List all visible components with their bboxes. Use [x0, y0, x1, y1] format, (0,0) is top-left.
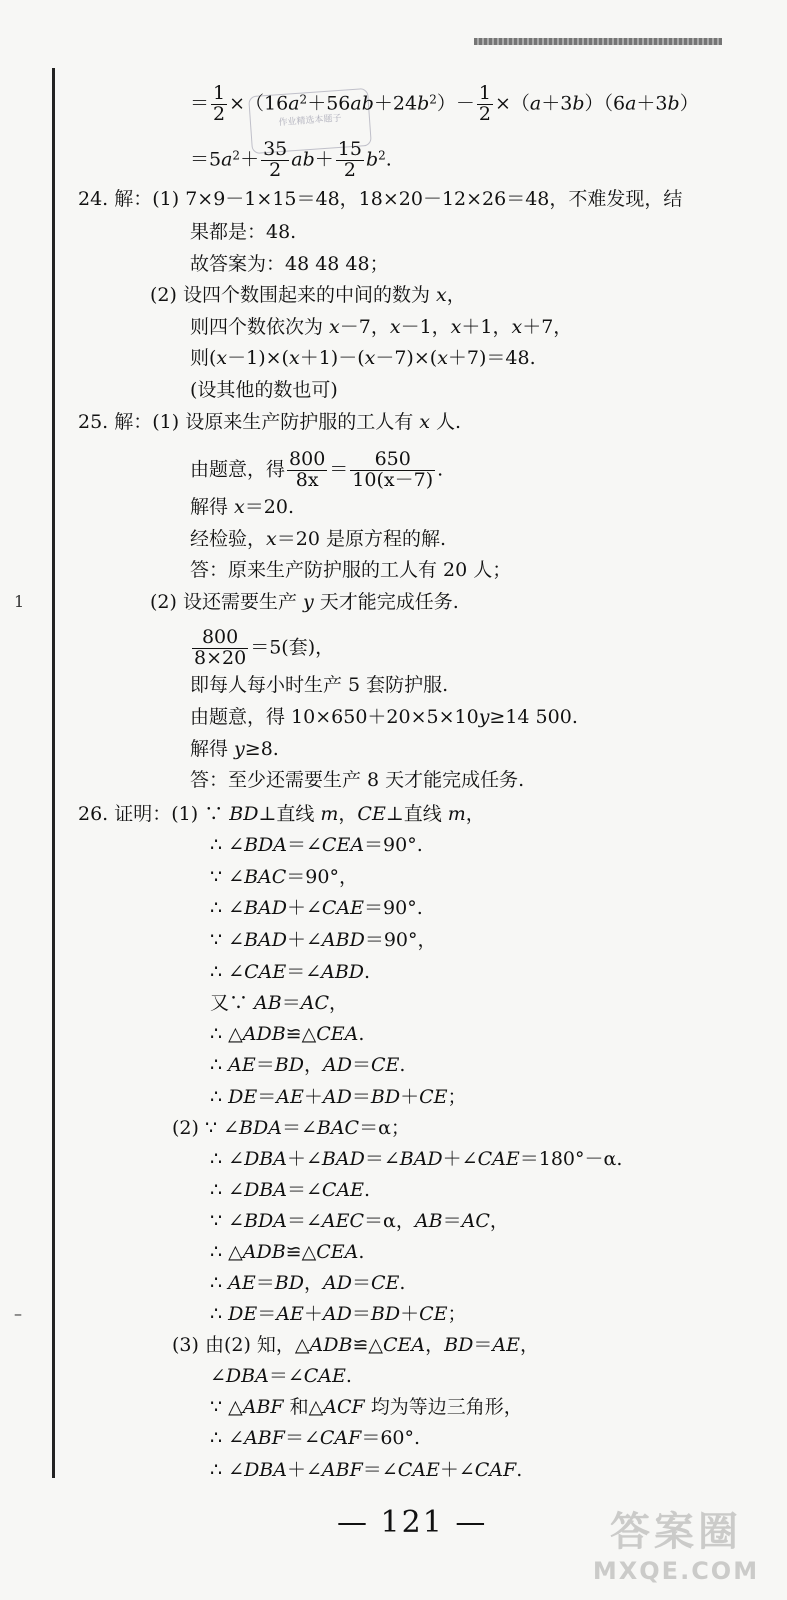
q24-line5: 则四个数依次为 x－7，x－1，x＋1，x＋7， [190, 316, 573, 338]
fraction: $\frac{800}{8x}$ [289, 448, 326, 491]
q26-line20: ∵ △ABF 和△ACF 均为等边三角形， [210, 1396, 523, 1418]
q26-line16: ∴ AE＝BD，AD＝CE. [210, 1272, 406, 1294]
q23-line1: ＝ $\frac{1}{2}$ $\times(16a^2+56ab+24b^2)-$ $\frac{1}{2}$ ×（a＋3b）（6a＋3b） [190, 82, 699, 125]
q24-line6: 则(x－1)×(x＋1)－(x－7)×(x＋7)＝48. [190, 347, 536, 369]
left-margin-rule [52, 68, 55, 1478]
fraction: $\frac{35}{2}$ [263, 138, 288, 181]
q24-line3: 故答案为：48 48 48； [190, 253, 389, 275]
q24-line1: 24. 解：(1) 7×9－1×15＝48，18×20－12×26＝48，不难发现，结 [78, 188, 683, 210]
q26-line4: ∴ ∠BAD＋∠CAE＝90°. [210, 897, 423, 919]
q26-line2: ∴ ∠BDA＝∠CEA＝90°. [210, 834, 423, 856]
q25-line7: $\frac{800}{8\times 20}$ ＝5(套)， [194, 626, 335, 669]
faint-stamp: 作业精选本题子 [248, 88, 372, 154]
q24-line4: (2) 设四个数围起来的中间的数为 x， [150, 284, 466, 306]
q24-line7: (设其他的数也可) [190, 379, 338, 401]
q26-line18: (3) 由(2) 知，△ADB≌△CEA，BD＝AE， [172, 1334, 539, 1356]
q26-line10: ∴ DE＝AE＋AD＝BD＋CE； [210, 1086, 467, 1108]
q26-line14: ∵ ∠BDA＝∠AEC＝α，AB＝AC， [210, 1210, 509, 1232]
q25-line8: 即每人每小时生产 5 套防护服. [190, 674, 449, 696]
page-number: — 121 — [337, 1505, 488, 1540]
margin-mark: 1 [14, 592, 25, 611]
q25-line10: 解得 y≥8. [190, 738, 279, 760]
q25-line2: 由题意，得 $\frac{800}{8x}$ ＝ $\frac{650}{10(x-7)}$ . [190, 448, 444, 491]
fraction: $\frac{1}{2}$ [478, 82, 491, 125]
q26-line19: ∠DBA＝∠CAE. [210, 1365, 352, 1387]
fraction: $\frac{1}{2}$ [213, 82, 226, 125]
q26-line22: ∴ ∠DBA＋∠ABF＝∠CAE＋∠CAF. [210, 1459, 523, 1481]
q26-line17: ∴ DE＝AE＋AD＝BD＋CE； [210, 1303, 467, 1325]
q25-line1: 25. 解：(1) 设原来生产防护服的工人有 x 人. [78, 411, 462, 433]
fraction: $\frac{650}{10(x-7)}$ [352, 448, 434, 491]
q23-line2: $=5a^2+$ $\frac{35}{2}$ ab＋ $\frac{15}{2}$ $b^2$. [190, 138, 392, 181]
site-watermark: 答案圈 MXQE.COM [592, 1509, 760, 1585]
margin-mark: – [14, 1304, 22, 1323]
q26-line9: ∴ AE＝BD，AD＝CE. [210, 1054, 406, 1076]
q26-line11: (2) ∵ ∠BDA＝∠BAC＝α； [172, 1117, 410, 1139]
q24-line2: 果都是：48. [190, 221, 297, 243]
q26-line1: 26. 证明：(1) ∵ BD⊥直线 m，CE⊥直线 m， [78, 803, 485, 825]
q25-line11: 答：至少还需要生产 8 天才能完成任务. [190, 769, 525, 791]
q26-line8: ∴ △ADB≌△CEA. [210, 1023, 365, 1045]
q26-line21: ∴ ∠ABF＝∠CAF＝60°. [210, 1427, 421, 1449]
q26-line15: ∴ △ADB≌△CEA. [210, 1241, 365, 1263]
q25-line4: 经检验，x＝20 是原方程的解. [190, 528, 446, 550]
fraction: $\frac{800}{8\times 20}$ [194, 626, 247, 669]
fraction: $\frac{15}{2}$ [337, 138, 362, 181]
q26-line12: ∴ ∠DBA＋∠BAD＝∠BAD＋∠CAE＝180°－α. [210, 1148, 623, 1170]
q26-line6: ∴ ∠CAE＝∠ABD. [210, 961, 371, 983]
q26-line3: ∵ ∠BAC＝90°， [210, 866, 358, 888]
header-rule [474, 38, 722, 45]
q26-line5: ∵ ∠BAD＋∠ABD＝90°， [210, 929, 437, 951]
q26-line7: 又∵ AB＝AC， [210, 992, 349, 1014]
q25-line5: 答：原来生产防护服的工人有 20 人； [190, 559, 512, 581]
q25-line6: (2) 设还需要生产 y 天才能完成任务. [150, 591, 459, 613]
q25-line3: 解得 x＝20. [190, 496, 294, 518]
q26-line13: ∴ ∠DBA＝∠CAE. [210, 1179, 371, 1201]
q25-line9: 由题意，得 10×650＋20×5×10y≥14 500. [190, 706, 578, 728]
